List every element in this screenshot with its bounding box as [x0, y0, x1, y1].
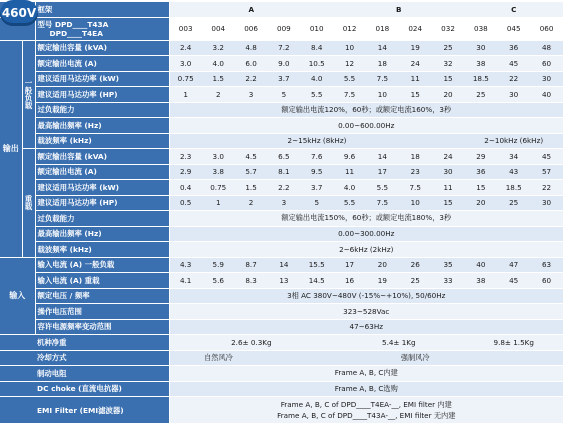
cell: 0.4 [169, 180, 202, 196]
model-code: 018 [366, 17, 399, 40]
cell: 8.1 [267, 164, 300, 180]
cell: 48 [530, 40, 563, 56]
row-label: EMI Filter (EMI滤波器) [0, 397, 169, 424]
cell: 17 [366, 164, 399, 180]
cell: 18 [399, 149, 432, 165]
model-code: 009 [267, 17, 300, 40]
cell: 5 [300, 195, 333, 211]
light-row-3 [0, 87, 563, 103]
cell: 4.0 [300, 71, 333, 87]
cell: 19 [399, 40, 432, 56]
cell: 2.4 [169, 40, 202, 56]
cell: 12 [333, 56, 366, 72]
cell: 11 [399, 71, 432, 87]
cell: 30 [497, 87, 530, 103]
light-row-5 [0, 118, 563, 134]
dc-choke-row [0, 381, 563, 397]
model-code: 032 [432, 17, 465, 40]
model-code: 003 [169, 17, 202, 40]
cell: 15 [432, 71, 465, 87]
row-label: 载波频率 (kHz) [35, 242, 169, 258]
cell: 6.0 [235, 56, 268, 72]
row-label: 机种净重 [0, 335, 169, 351]
cell: 0.5 [169, 195, 202, 211]
cell: 20 [464, 195, 497, 211]
cell: 25 [399, 273, 432, 289]
cell: 4.3 [169, 257, 202, 273]
row-label: 额定输出电流 (A) [35, 56, 169, 72]
cell: 3.7 [267, 71, 300, 87]
cell: 5 [267, 87, 300, 103]
input-row-3 [0, 304, 563, 320]
cell: 2.3 [169, 149, 202, 165]
row-label: 建议适用马达功率 (kW) [35, 71, 169, 87]
heavy-row-2 [0, 180, 563, 196]
cell: 11 [333, 164, 366, 180]
cell: 36 [497, 40, 530, 56]
heavy-row-5 [0, 226, 563, 242]
brake-row [0, 366, 563, 382]
cooling-row [0, 350, 563, 366]
cell: 10 [333, 40, 366, 56]
cell: 57 [530, 164, 563, 180]
cell: 5.5 [300, 87, 333, 103]
cell: 30 [530, 71, 563, 87]
cell: 22 [530, 180, 563, 196]
light-row-0 [0, 40, 563, 56]
cell: 22 [497, 71, 530, 87]
cell: 14 [366, 40, 399, 56]
cell: 60 [530, 56, 563, 72]
cell: 8.7 [235, 257, 268, 273]
cell: 47 [497, 257, 530, 273]
weight-a: 2.6± 0.3Kg [169, 335, 333, 351]
model-code: 010 [300, 17, 333, 40]
cell: 3.2 [202, 40, 235, 56]
cell: 14.5 [300, 273, 333, 289]
cell: 9.0 [267, 56, 300, 72]
row-label: 建议适用马达功率 (HP) [35, 87, 169, 103]
row-label: 最高输出频率 (Hz) [35, 118, 169, 134]
cell: 7.5 [366, 195, 399, 211]
input-row-0 [0, 257, 563, 273]
span-cell: 47~63Hz [169, 319, 563, 335]
cell: 2.9 [169, 164, 202, 180]
cell: 38 [464, 56, 497, 72]
cell: 23 [399, 164, 432, 180]
model-label-line-1: 型号 DPD____T43A [37, 19, 109, 29]
cooling-natural: 自然风冷 [169, 350, 267, 366]
row-label: 建议适用马达功率 (HP) [35, 195, 169, 211]
row-label: 操作电压范围 [35, 304, 169, 320]
row-label: 制动电阻 [0, 366, 169, 382]
model-code: 038 [464, 17, 497, 40]
model-code: 045 [497, 17, 530, 40]
model-code: 060 [530, 17, 563, 40]
light-row-1 [0, 56, 563, 72]
cell: 19 [366, 273, 399, 289]
cell: 40 [530, 87, 563, 103]
weight-b: 5.4± 1Kg [333, 335, 464, 351]
input-row-4 [0, 319, 563, 335]
model-code: 012 [333, 17, 366, 40]
cell: 3 [235, 87, 268, 103]
input-group-label: 输入 [0, 257, 35, 335]
cell: 34 [497, 149, 530, 165]
span-cell: Frame A, B, C选购 [169, 381, 563, 397]
span-cell: 2~15kHz (8kHz) [169, 133, 464, 149]
cell: 3.8 [202, 164, 235, 180]
cell: 1.5 [235, 180, 268, 196]
cell: 25 [497, 195, 530, 211]
cell: 43 [497, 164, 530, 180]
span-cell: 0.00~300.00Hz [169, 226, 563, 242]
cell: 7.2 [267, 40, 300, 56]
cell: 15.5 [300, 257, 333, 273]
cell: 3.7 [300, 180, 333, 196]
frame-b: B [333, 2, 464, 17]
cell: 38 [464, 273, 497, 289]
cell: 5.6 [202, 273, 235, 289]
weight-row [0, 335, 563, 351]
cell: 2.2 [235, 71, 268, 87]
cell: 36 [464, 164, 497, 180]
heavy-row-3 [0, 195, 563, 211]
cell: 30 [464, 40, 497, 56]
cell: 5.5 [333, 195, 366, 211]
cell: 25 [464, 87, 497, 103]
cell: 4.0 [202, 56, 235, 72]
cell: 25 [432, 40, 465, 56]
row-label: 额定输出容量 (kVA) [35, 40, 169, 56]
frame-c: C [464, 2, 563, 17]
cell: 9.5 [300, 164, 333, 180]
cell: 2.2 [267, 180, 300, 196]
cell: 20 [366, 257, 399, 273]
span-cell: 2~10kHz (6kHz) [464, 133, 563, 149]
cell: 5.7 [235, 164, 268, 180]
cell: 26 [399, 257, 432, 273]
row-label: 过负载能力 [35, 102, 169, 118]
model-label-line-2: DPD____T4EA [49, 28, 103, 38]
cell: 45 [497, 56, 530, 72]
weight-c: 9.8± 1.5Kg [464, 335, 563, 351]
cell: 45 [530, 149, 563, 165]
cell: 15 [432, 195, 465, 211]
cell: 4.0 [333, 180, 366, 196]
cell: 63 [530, 257, 563, 273]
cell: 0.75 [202, 180, 235, 196]
cooling-forced: 强制风冷 [267, 350, 563, 366]
span-cell: 2~6kHz (2kHz) [169, 242, 563, 258]
light-row-6 [0, 133, 563, 149]
cell: 33 [432, 273, 465, 289]
cell: 4.5 [235, 149, 268, 165]
row-label: 最高输出频率 (Hz) [35, 226, 169, 242]
cell: 4.1 [169, 273, 202, 289]
row-label: 载波频率 (kHz) [35, 133, 169, 149]
cell: 35 [432, 257, 465, 273]
cell: 4.8 [235, 40, 268, 56]
row-label: 额定电压 / 频率 [35, 288, 169, 304]
span-cell: 0.00~600.00Hz [169, 118, 563, 134]
frame-label: 框架 [35, 2, 169, 17]
cell: 30 [432, 164, 465, 180]
span-cell: 323~528Vac [169, 304, 563, 320]
input-row-1 [0, 273, 563, 289]
cell: 7.5 [333, 87, 366, 103]
cell: 45 [497, 273, 530, 289]
span-cell: 3相 AC 380V~480V (-15%~+10%), 50/60Hz [169, 288, 563, 304]
cell: 3.0 [202, 149, 235, 165]
cell: 32 [432, 56, 465, 72]
cell: 29 [464, 149, 497, 165]
heavy-row-6 [0, 242, 563, 258]
frame-a: A [169, 2, 333, 17]
span-cell: 额定输出电流120%，60秒；或额定电流160%，3秒 [169, 102, 563, 118]
heavy-load-label: 重载 [22, 149, 35, 258]
row-label: DC choke (直流电抗器) [0, 381, 169, 397]
cell: 24 [399, 56, 432, 72]
cell: 1 [202, 195, 235, 211]
cell: 14 [366, 149, 399, 165]
cell: 15 [464, 180, 497, 196]
cell: 7.5 [399, 180, 432, 196]
cell: 17 [333, 257, 366, 273]
cell: 13 [267, 273, 300, 289]
emi-row [0, 397, 563, 424]
cell: 5.9 [202, 257, 235, 273]
light-load-label: 一般负载 [22, 40, 35, 149]
cell: 2 [202, 87, 235, 103]
light-row-2 [0, 71, 563, 87]
row-label: 额定输出容量 (kVA) [35, 149, 169, 165]
cell: 14 [267, 257, 300, 273]
cell: 0.75 [169, 71, 202, 87]
cell: 5.5 [366, 180, 399, 196]
row-label: 额定输出电流 (A) [35, 164, 169, 180]
cell: 3 [267, 195, 300, 211]
cell: 8.3 [235, 273, 268, 289]
cell: 2 [235, 195, 268, 211]
cell: 18 [366, 56, 399, 72]
cell: 7.6 [300, 149, 333, 165]
cell: 30 [530, 195, 563, 211]
input-row-2 [0, 288, 563, 304]
model-code: 024 [399, 17, 432, 40]
voltage-badge: 460V [0, 0, 38, 26]
light-row-4 [0, 102, 563, 118]
cell: 1.5 [202, 71, 235, 87]
cell: 6.5 [267, 149, 300, 165]
row-label: 输入电流 (A) 一般负载 [35, 257, 169, 273]
spec-table [0, 2, 563, 424]
cell: 18.5 [464, 71, 497, 87]
cell: 1 [169, 87, 202, 103]
cell: 5.5 [333, 71, 366, 87]
row-label: 输入电流 (A) 重载 [35, 273, 169, 289]
heavy-row-1 [0, 164, 563, 180]
cell: 10 [399, 195, 432, 211]
cell: 15 [399, 87, 432, 103]
model-code: 004 [202, 17, 235, 40]
cell: 7.5 [366, 71, 399, 87]
cell: 11 [432, 180, 465, 196]
row-label: 建议适用马达功率 (kW) [35, 180, 169, 196]
cell: 3.0 [169, 56, 202, 72]
emi-cell [169, 397, 563, 424]
cell: 20 [432, 87, 465, 103]
emi-line-1: Frame A, B, C of DPD____T4EA-__, EMI filter 内建 [280, 400, 452, 409]
cell: 10.5 [300, 56, 333, 72]
heavy-row-0 [0, 149, 563, 165]
cell: 60 [530, 273, 563, 289]
cell: 18.5 [497, 180, 530, 196]
frame-row [0, 2, 563, 17]
cell: 16 [333, 273, 366, 289]
cell: 10 [366, 87, 399, 103]
model-row [0, 17, 563, 40]
cell: 24 [432, 149, 465, 165]
span-cell: Frame A, B, C内建 [169, 366, 563, 382]
row-label: 冷却方式 [0, 350, 169, 366]
row-label: 过负载能力 [35, 211, 169, 227]
cell: 40 [464, 257, 497, 273]
output-group-label: 输出 [0, 40, 22, 257]
cell: 9.6 [333, 149, 366, 165]
heavy-row-4 [0, 211, 563, 227]
row-label: 容许电源频率变动范围 [35, 319, 169, 335]
cell: 8.4 [300, 40, 333, 56]
model-label [35, 17, 169, 40]
emi-line-2: Frame A, B, C of DPD____T43A-__, EMI filter 无内建 [277, 411, 456, 420]
span-cell: 额定输出电流150%，60秒；或额定电流180%，3秒 [169, 211, 563, 227]
model-code: 006 [235, 17, 268, 40]
